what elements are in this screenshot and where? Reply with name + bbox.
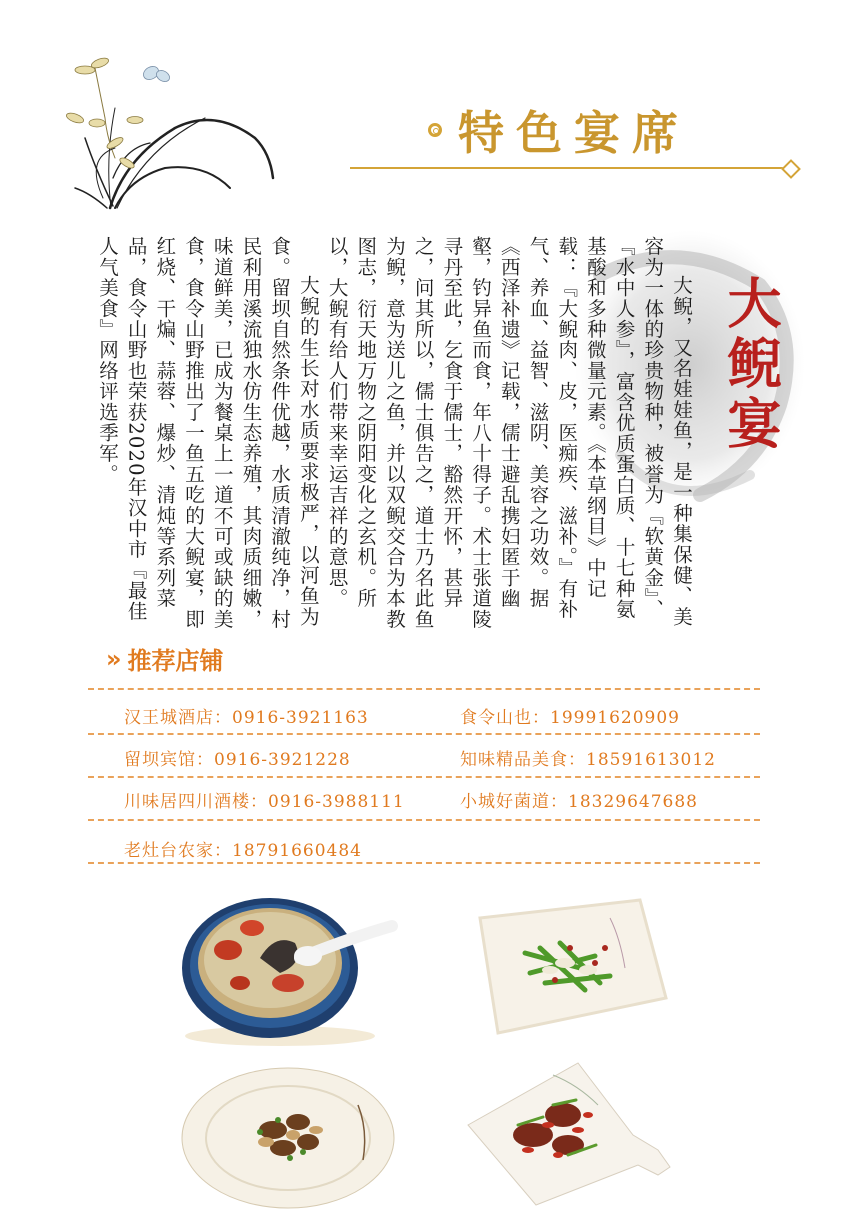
diamond-icon bbox=[781, 159, 801, 179]
store-entry: 留坝宾馆：0916-3921228 bbox=[124, 750, 351, 770]
dashed-divider bbox=[88, 733, 760, 735]
round-plate-photo bbox=[178, 1060, 398, 1210]
page-title: 特色宴席 bbox=[458, 106, 690, 160]
article-text bbox=[95, 236, 695, 636]
store-entry: 小城好菌道：18329647688 bbox=[460, 792, 698, 812]
store-entry: 老灶台农家：18791660484 bbox=[124, 841, 362, 861]
dish-title: 大鲵宴 bbox=[719, 275, 782, 455]
title-circle-icon bbox=[428, 123, 442, 137]
paddle-plate-photo bbox=[458, 1055, 678, 1210]
store-entry: 川味居四川酒楼：0916-3988111 bbox=[124, 792, 405, 812]
store-heading bbox=[106, 641, 224, 676]
store-entry: 汉王城酒店：0916-3921163 bbox=[124, 708, 369, 728]
section-title bbox=[428, 100, 690, 160]
store-heading-label: 推荐店铺 bbox=[127, 647, 224, 675]
double-chevron-icon: » bbox=[106, 644, 122, 673]
soup-bowl-photo bbox=[180, 888, 410, 1048]
article-paragraph: 大鲵的生长对水质要求极严，以河鱼为食。留坝自然条件优越，水质清澈纯净，村民利用溪流独水仿生态养殖，其肉质细嫩，味道鲜美，已成为餐桌上一道不可或缺的美食，食令山野推出了一鱼五吃的大鲵宴，即红烧、干煸、蒜蓉、爆炒、清炖等系列菜品，食令山野也荣获2020年汉中市『最佳人气美食』网络评选季军。 bbox=[95, 236, 320, 630]
article-paragraph: 大鲵，又名娃娃鱼，是一种集保健、美容为一体的珍贵物种，被誉为『软黄金』、『水中人参』，富含优质蛋白质、十七种氨基酸和多种微量元素。《本草纲目》中记载：『大鲵肉、皮，医痴疾、滋补。』有补气、养血、益智、滋阴、美容之功效。据《西泽补遗》记载，儒士避乱携妇匿于幽壑，钓异鱼而食，年八十得子。术士张道陵寻丹至此，乞食于儒士，豁然开怀，甚异之，问其所以，儒士俱告之，道士乃名此鱼为鲵，意为送儿之鱼，并以双鲵交合为本教图志，衍天地万物之阴阳变化之玄机。所以，大鲵有给人们带来幸运吉祥的意思。 bbox=[325, 236, 693, 630]
square-plate-photo bbox=[470, 888, 670, 1036]
store-entry: 食令山也：19991620909 bbox=[460, 708, 680, 728]
dashed-divider bbox=[88, 862, 760, 864]
store-entry: 知味精品美食：18591613012 bbox=[460, 750, 716, 770]
dashed-divider bbox=[88, 688, 760, 690]
dashed-divider bbox=[88, 776, 760, 778]
orchid-decoration bbox=[55, 48, 285, 218]
dashed-divider bbox=[88, 819, 760, 821]
title-underline bbox=[350, 167, 788, 169]
